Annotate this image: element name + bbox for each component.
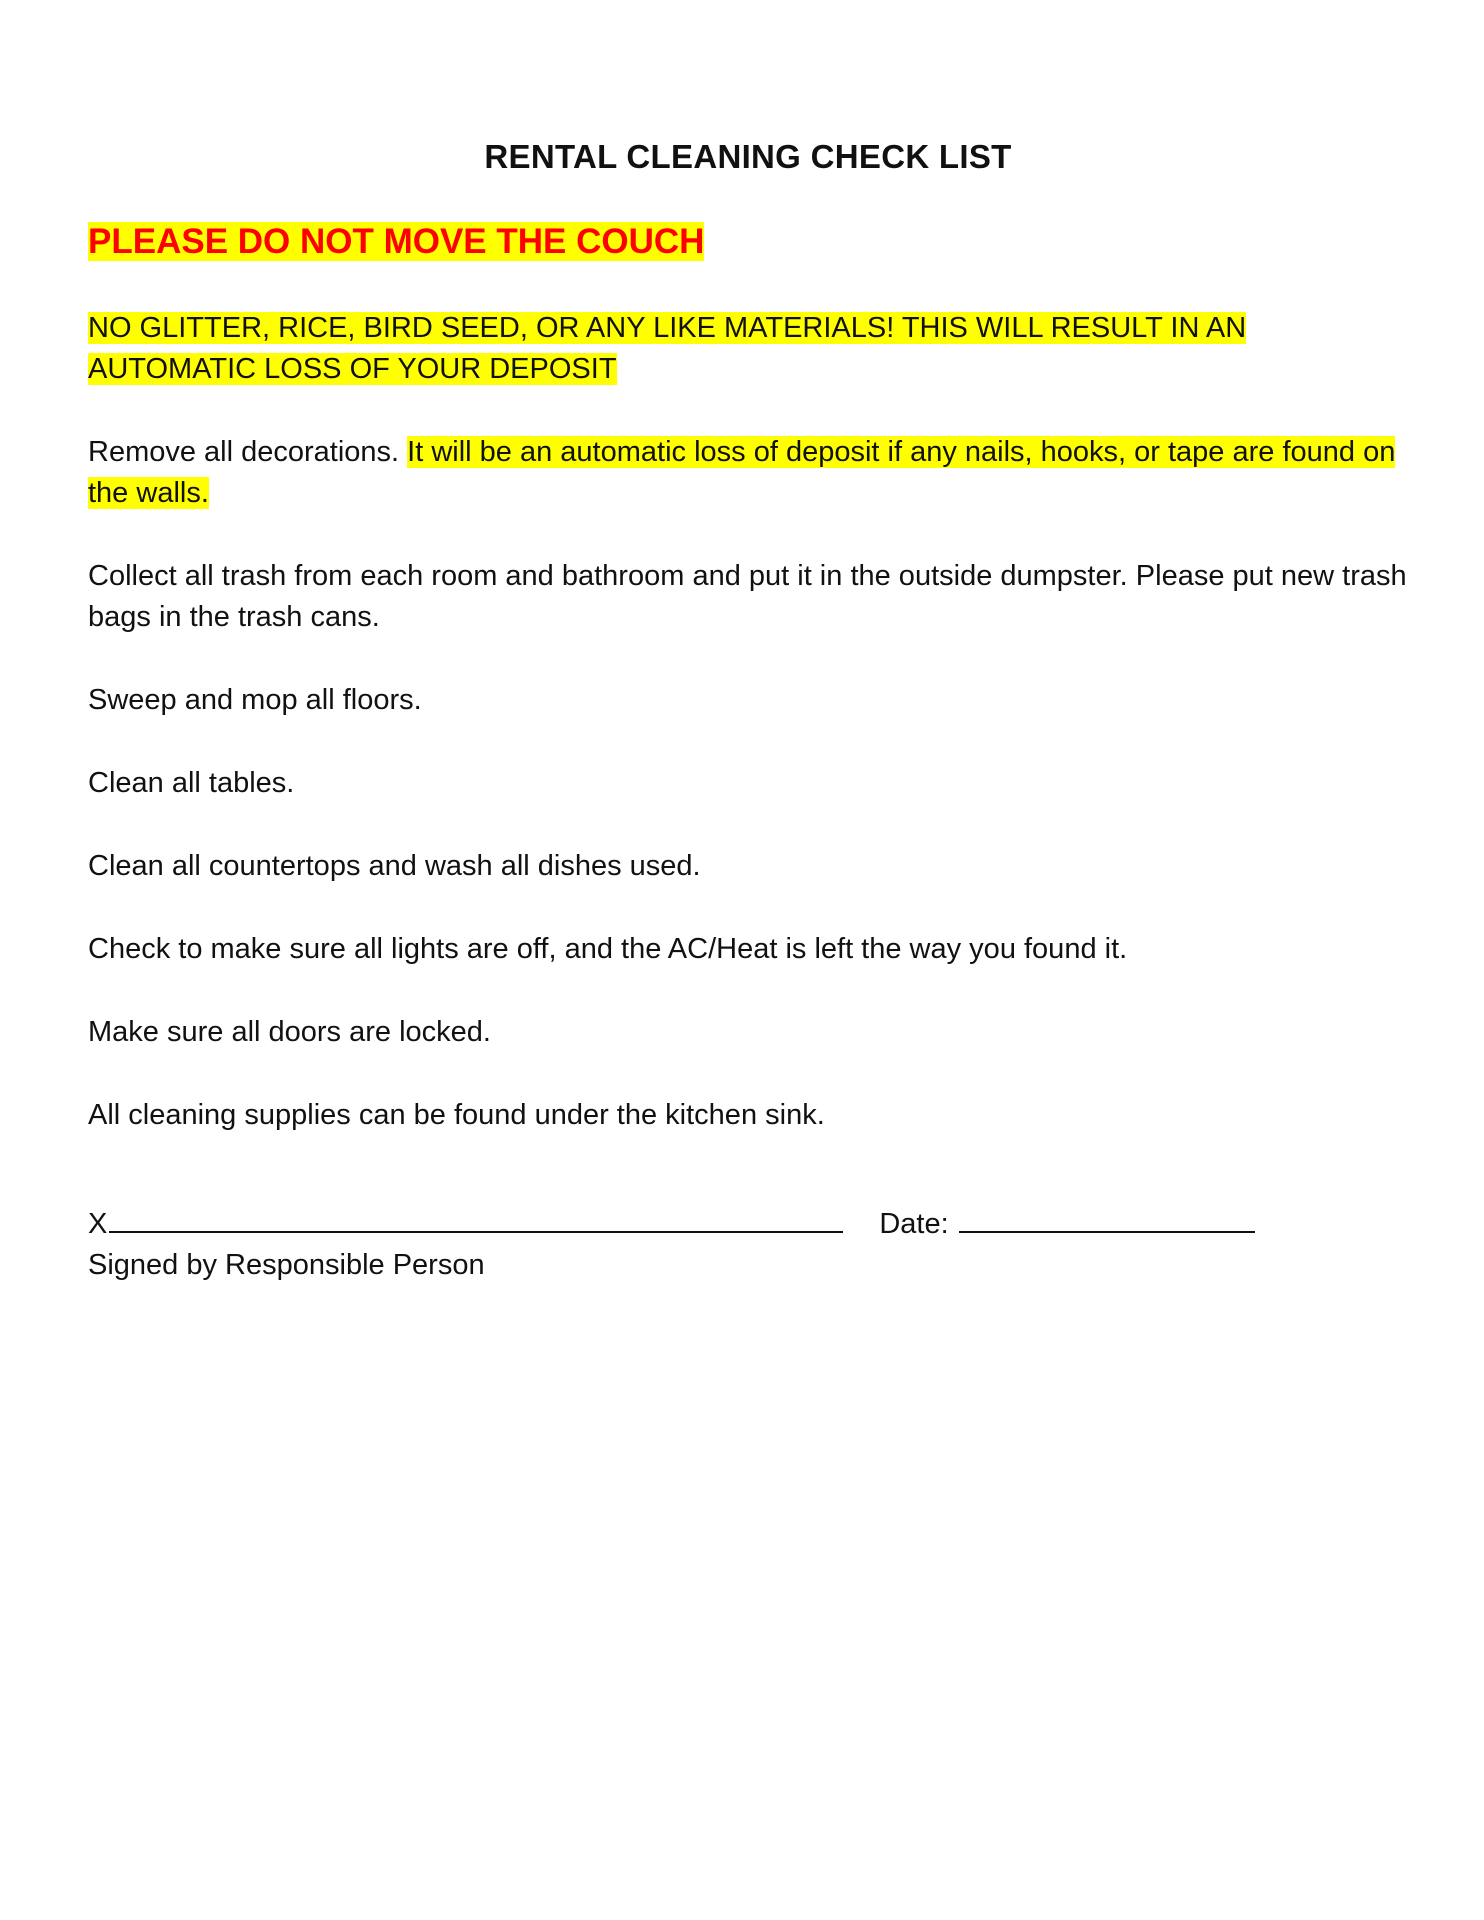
checklist-item-tables: Clean all tables.: [88, 767, 295, 799]
decorations-text: Remove all decorations.: [88, 436, 400, 468]
checklist-item-doors: Make sure all doors are locked.: [88, 1016, 491, 1048]
checklist-item-floors: Sweep and mop all floors.: [88, 684, 422, 716]
decorations-warning: It will be an automatic loss of deposit if any nails, hooks, or tape are found on the walls.: [88, 436, 1396, 509]
glitter-warning-text: NO GLITTER, RICE, BIRD SEED, OR ANY LIKE MATERIALS! THIS WILL RESULT IN AN AUTOMATIC LOSS OF YOUR DEPOSIT: [88, 312, 1247, 385]
signature-row: [88, 1204, 1408, 1245]
checklist-item-trash: Collect all trash from each room and bathroom and put it in the outside dumpster. Please put new trash bags in the trash cans.: [88, 560, 1407, 633]
checklist-item-lights: Check to make sure all lights are off, and the AC/Heat is left the way you found it.: [88, 933, 1128, 965]
glitter-warning: [88, 308, 1408, 390]
date-line[interactable]: [959, 1205, 1255, 1233]
signature-line[interactable]: [109, 1205, 843, 1233]
decorations-item: [88, 432, 1408, 514]
couch-warning-text: PLEASE DO NOT MOVE THE COUCH: [88, 222, 705, 261]
document-content: [88, 138, 1408, 1286]
signature-block: [88, 1204, 1408, 1286]
date-label: Date:: [879, 1208, 949, 1240]
document-title: RENTAL CLEANING CHECK LIST: [484, 138, 1012, 175]
checklist-item-countertops: Clean all countertops and wash all dishes used.: [88, 850, 701, 882]
couch-warning: [88, 218, 1408, 266]
checklist-item-supplies: All cleaning supplies can be found under the kitchen sink.: [88, 1099, 825, 1131]
signed-by-label: Signed by Responsible Person: [88, 1249, 485, 1281]
signature-x-label: X: [88, 1208, 108, 1240]
